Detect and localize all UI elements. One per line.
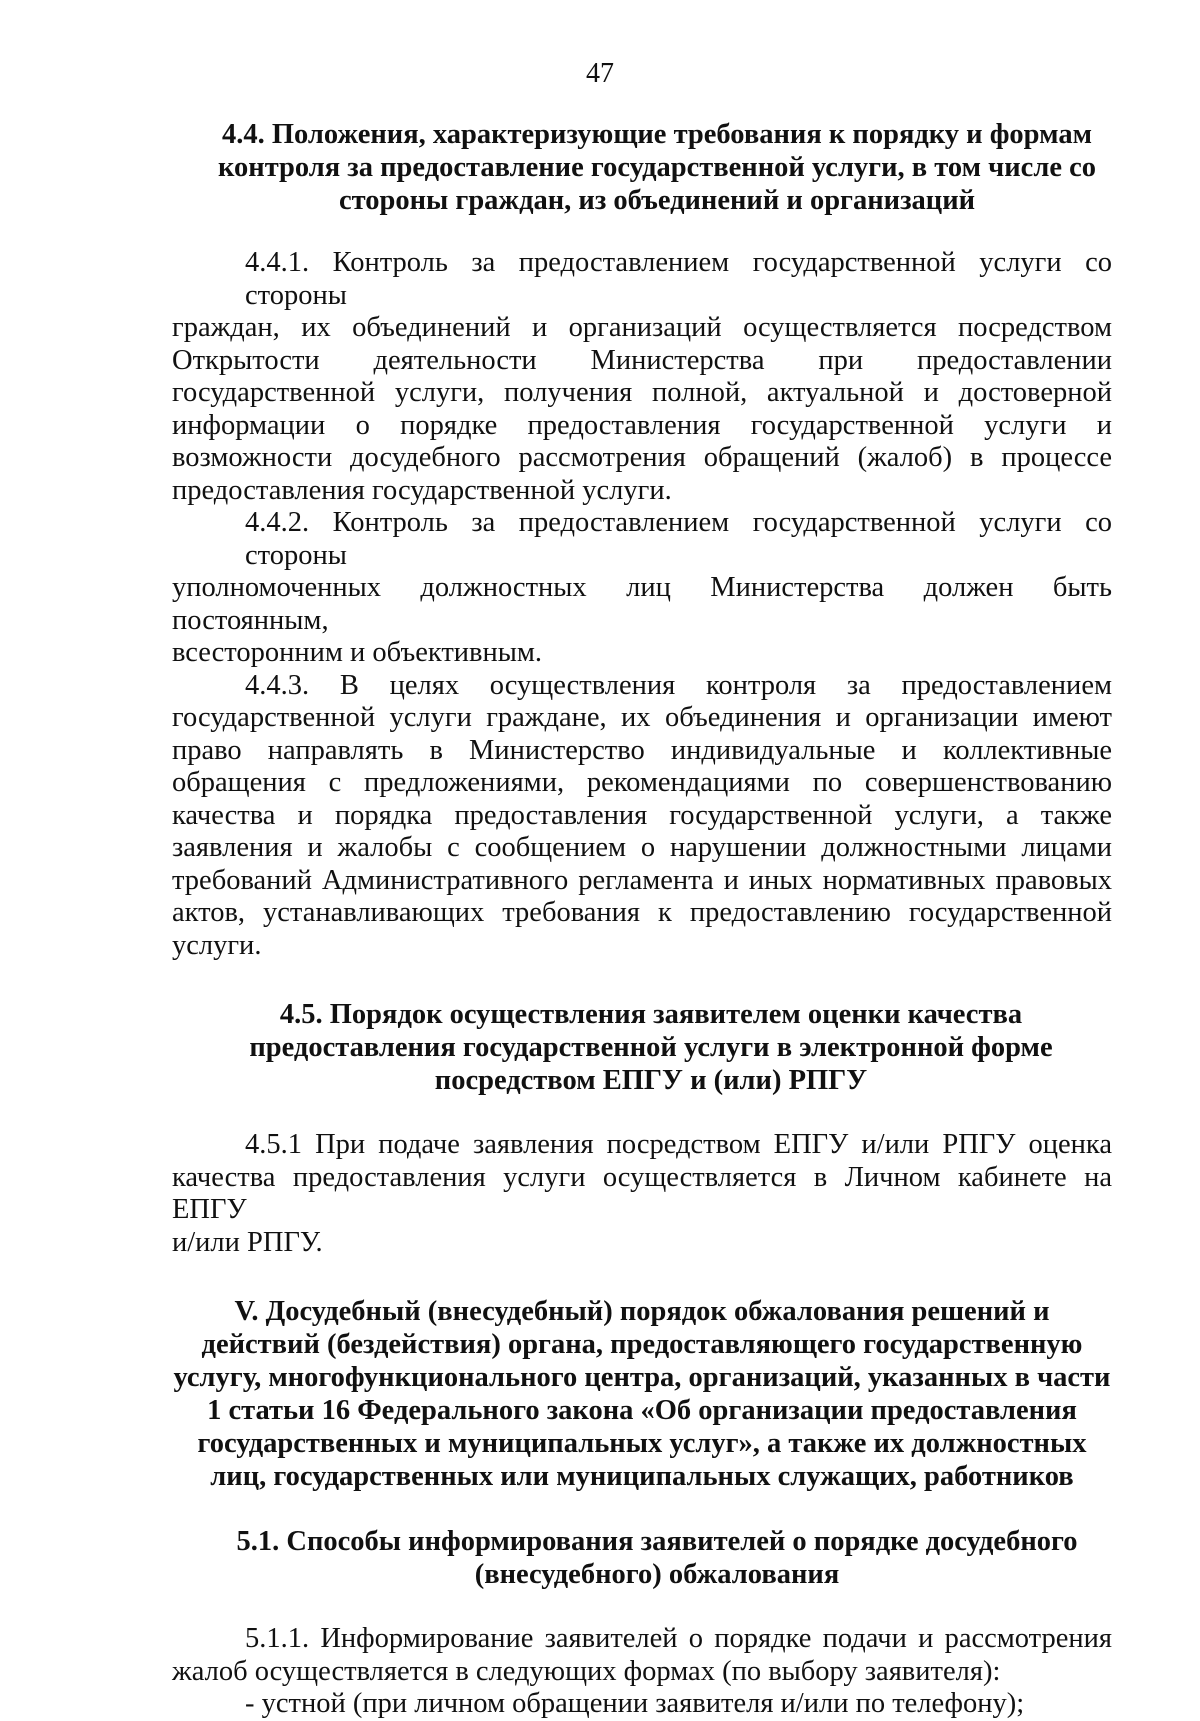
heading-line: лиц, государственных или муниципальных служащих, работников bbox=[210, 1461, 1074, 1492]
section-5-1-heading bbox=[202, 1525, 1112, 1591]
text-line: заявления и жалобы с сообщением о нарушении должностными лицами bbox=[172, 832, 1112, 863]
section-4-5-heading bbox=[190, 998, 1112, 1097]
text-line: право направлять в Министерство индивидуальные и коллективные bbox=[172, 734, 1112, 766]
text-line: качества и порядка предоставления государственной услуги, а также bbox=[172, 799, 1112, 831]
text-line: услуги. bbox=[172, 929, 262, 961]
paragraph-5-1-1 bbox=[172, 1623, 1112, 1721]
text-line: качества предоставления услуги осуществляется в Личном кабинете на ЕПГУ bbox=[172, 1161, 1112, 1225]
text-line: обращения с предложениями, рекомендациями по совершенствованию bbox=[172, 767, 1112, 798]
heading-line: 1 статьи 16 Федерального закона «Об организации предоставления bbox=[207, 1395, 1077, 1426]
text-line: 5.1.1. Информирование заявителей о порядке подачи и рассмотрения bbox=[245, 1623, 1112, 1654]
heading-line: действий (бездействия) органа, предоставляющего государственную bbox=[201, 1329, 1083, 1360]
heading-line: (внесудебного) обжалования bbox=[474, 1559, 840, 1590]
paragraph-4-4-3 bbox=[172, 670, 1112, 963]
heading-line: посредством ЕПГУ и (или) РПГУ bbox=[434, 1065, 868, 1096]
text-line: актов, устанавливающих требования к предоставлению государственной bbox=[172, 897, 1112, 928]
text-line: предоставления государственной услуги. bbox=[172, 474, 672, 506]
text-line: возможности досудебного рассмотрения обращений (жалоб) в процессе bbox=[172, 442, 1112, 473]
paragraph-4-5-1 bbox=[172, 1129, 1112, 1259]
text-line: граждан, их объединений и организаций осуществляется посредством bbox=[172, 312, 1112, 343]
list-item: - устной (при личном обращении заявителя и/или по телефону); bbox=[245, 1688, 1025, 1719]
heading-line: 4.5. Порядок осуществления заявителем оценки качества bbox=[279, 999, 1023, 1030]
text-line: уполномоченных должностных лиц Министерства должен быть постоянным, bbox=[172, 572, 1112, 636]
heading-line: V. Досудебный (внесудебный) порядок обжалования решений и bbox=[234, 1296, 1050, 1327]
paragraph-4-4-1 bbox=[172, 247, 1112, 507]
heading-line: предоставления государственной услуги в электронной форме bbox=[249, 1032, 1053, 1063]
heading-line: государственных и муниципальных услуг», а также их должностных bbox=[197, 1428, 1087, 1459]
text-line: 4.5.1 При подаче заявления посредством ЕПГУ и/или РПГУ оценка bbox=[245, 1129, 1112, 1160]
text-line: Открытости деятельности Министерства при предоставлении bbox=[172, 344, 1112, 376]
text-line: всесторонним и объективным. bbox=[172, 637, 543, 668]
heading-line: стороны граждан, из объединений и организаций bbox=[338, 185, 976, 216]
text-line: жалоб осуществляется в следующих формах (по выбору заявителя): bbox=[172, 1655, 1001, 1687]
heading-line: 4.4. Положения, характеризующие требования к порядку и формам bbox=[221, 119, 1092, 150]
page-number: 47 bbox=[586, 58, 614, 89]
text-line: 4.4.1. Контроль за предоставлением государственной услуги со стороны bbox=[245, 247, 1112, 311]
text-line: 4.4.3. В целях осуществления контроля за предоставлением bbox=[245, 669, 1112, 701]
paragraph-4-4-2 bbox=[172, 507, 1112, 670]
section-5-heading bbox=[172, 1295, 1112, 1493]
text-line: 4.4.2. Контроль за предоставлением государственной услуги со стороны bbox=[245, 507, 1112, 571]
document-body bbox=[172, 118, 1112, 1721]
text-line: требований Административного регламента и иных нормативных правовых bbox=[172, 864, 1112, 896]
heading-line: 5.1. Способы информирования заявителей о порядке досудебного bbox=[236, 1526, 1078, 1557]
text-line: и/или РПГУ. bbox=[172, 1226, 323, 1258]
heading-line: контроля за предоставление государственной услуги, в том числе со bbox=[217, 152, 1096, 183]
text-line: информации о порядке предоставления государственной услуги и bbox=[172, 409, 1112, 441]
text-line: государственной услуги граждане, их объединения и организации имеют bbox=[172, 702, 1112, 733]
text-line: государственной услуги, получения полной, актуальной и достоверной bbox=[172, 377, 1112, 408]
section-4-4-heading bbox=[202, 118, 1112, 217]
heading-line: услугу, многофункционального центра, организаций, указанных в части bbox=[173, 1362, 1111, 1393]
